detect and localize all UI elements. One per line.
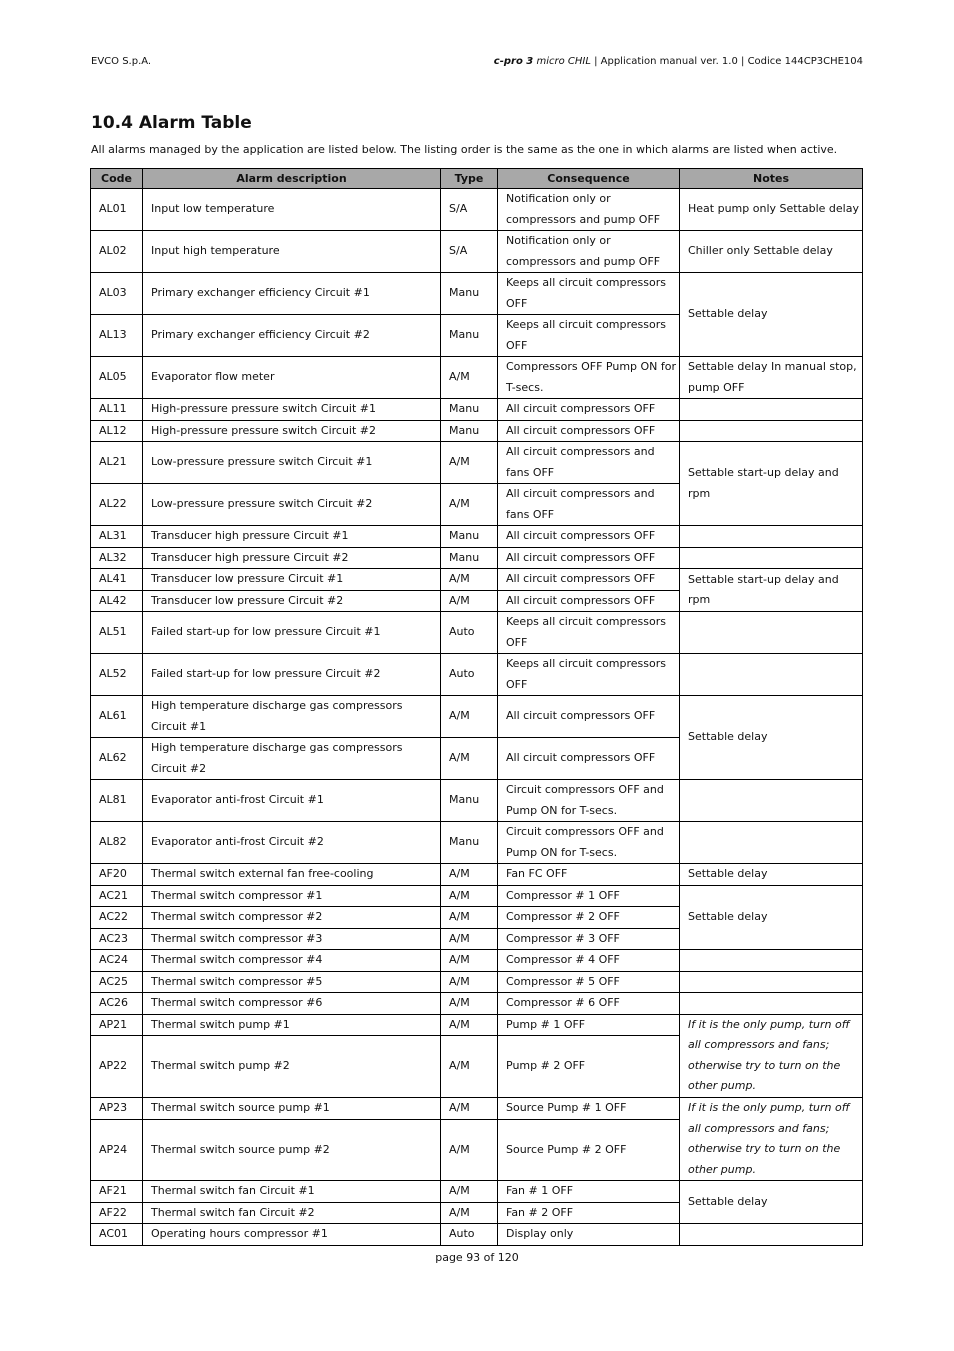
table-row	[91, 822, 863, 864]
alarm-description: High-pressure pressure switch Circuit #1	[143, 399, 441, 421]
alarm-type: A/M	[441, 1181, 498, 1203]
alarm-consequence: All circuit compressors OFF	[498, 696, 680, 738]
alarm-code: AL31	[91, 526, 143, 548]
table-row	[91, 526, 863, 548]
alarm-code: AL05	[91, 357, 143, 399]
alarm-consequence: Fan # 1 OFF	[498, 1181, 680, 1203]
alarm-type: S/A	[441, 231, 498, 273]
alarm-notes: If it is the only pump, turn off all compressors and fans; otherwise try to turn on the other pump.	[680, 1098, 863, 1181]
alarm-notes: Heat pump only Settable delay	[680, 189, 863, 231]
alarm-consequence: Keeps all circuit compressors OFF	[498, 654, 680, 696]
alarm-description: Failed start-up for low pressure Circuit #2	[143, 654, 441, 696]
alarm-code: AL61	[91, 696, 143, 738]
alarm-type: Manu	[441, 420, 498, 442]
alarm-description: Low-pressure pressure switch Circuit #1	[143, 442, 441, 484]
alarm-notes: Settable start-up delay and rpm	[680, 569, 863, 612]
header-notes: Notes	[680, 169, 863, 189]
alarm-description: High temperature discharge gas compressors Circuit #2	[143, 738, 441, 780]
alarm-consequence: All circuit compressors OFF	[498, 738, 680, 780]
alarm-code: AF21	[91, 1181, 143, 1203]
alarm-code: AL02	[91, 231, 143, 273]
table-row	[91, 993, 863, 1015]
table-row	[91, 1181, 863, 1203]
alarm-description: Thermal switch pump #2	[143, 1036, 441, 1098]
alarm-consequence: Pump # 1 OFF	[498, 1014, 680, 1036]
alarm-description: Thermal switch fan Circuit #1	[143, 1181, 441, 1203]
table-row	[91, 780, 863, 822]
alarm-code: AP24	[91, 1119, 143, 1180]
header-code: Code	[91, 169, 143, 189]
alarm-code: AC23	[91, 928, 143, 950]
alarm-notes	[680, 971, 863, 993]
table-row	[91, 864, 863, 886]
alarm-consequence: Compressor # 6 OFF	[498, 993, 680, 1015]
alarm-code: AC21	[91, 885, 143, 907]
alarm-notes	[680, 993, 863, 1015]
alarm-type: A/M	[441, 864, 498, 886]
alarm-code: AL62	[91, 738, 143, 780]
alarm-description: Thermal switch compressor #6	[143, 993, 441, 1015]
alarm-code: AL41	[91, 569, 143, 591]
alarm-type: Manu	[441, 315, 498, 357]
alarm-type: Manu	[441, 526, 498, 548]
alarm-consequence: All circuit compressors OFF	[498, 526, 680, 548]
alarm-consequence: Compressor # 3 OFF	[498, 928, 680, 950]
alarm-code: AL81	[91, 780, 143, 822]
alarm-code: AP21	[91, 1014, 143, 1036]
alarm-description: Transducer high pressure Circuit #2	[143, 547, 441, 569]
alarm-notes: Settable start-up delay and rpm	[680, 442, 863, 526]
alarm-code: AC01	[91, 1224, 143, 1246]
alarm-description: Evaporator flow meter	[143, 357, 441, 399]
alarm-description: Failed start-up for low pressure Circuit #1	[143, 612, 441, 654]
table-row	[91, 231, 863, 273]
table-row	[91, 399, 863, 421]
company-name: EVCO S.p.A.	[91, 56, 152, 67]
alarm-code: AL01	[91, 189, 143, 231]
alarm-description: Input low temperature	[143, 189, 441, 231]
alarm-consequence: Compressor # 2 OFF	[498, 907, 680, 929]
alarm-consequence: Fan FC OFF	[498, 864, 680, 886]
alarm-code: AC25	[91, 971, 143, 993]
alarm-code: AP23	[91, 1098, 143, 1120]
alarm-consequence: All circuit compressors OFF	[498, 399, 680, 421]
alarm-consequence: Circuit compressors OFF and Pump ON for T-secs.	[498, 780, 680, 822]
alarm-type: A/M	[441, 1036, 498, 1098]
alarm-consequence: Pump # 2 OFF	[498, 1036, 680, 1098]
alarm-type: A/M	[441, 738, 498, 780]
header-type: Type	[441, 169, 498, 189]
alarm-notes	[680, 399, 863, 421]
alarm-description: Evaporator anti-frost Circuit #1	[143, 780, 441, 822]
table-row	[91, 696, 863, 738]
alarm-type: A/M	[441, 993, 498, 1015]
alarm-consequence: All circuit compressors and fans OFF	[498, 484, 680, 526]
table-row	[91, 569, 863, 591]
alarm-notes	[680, 950, 863, 972]
header-consequence: Consequence	[498, 169, 680, 189]
alarm-code: AL13	[91, 315, 143, 357]
alarm-consequence: All circuit compressors OFF	[498, 590, 680, 612]
alarm-notes: Chiller only Settable delay	[680, 231, 863, 273]
alarm-notes: Settable delay	[680, 885, 863, 950]
alarm-consequence: Notification only or compressors and pump OFF	[498, 231, 680, 273]
alarm-code: AL51	[91, 612, 143, 654]
alarm-type: A/M	[441, 696, 498, 738]
alarm-description: Input high temperature	[143, 231, 441, 273]
alarm-type: A/M	[441, 971, 498, 993]
alarm-type: A/M	[441, 928, 498, 950]
alarm-type: A/M	[441, 484, 498, 526]
alarm-notes	[680, 612, 863, 654]
alarm-code: AP22	[91, 1036, 143, 1098]
alarm-type: Manu	[441, 273, 498, 315]
alarm-consequence: Compressor # 4 OFF	[498, 950, 680, 972]
alarm-type: A/M	[441, 1202, 498, 1224]
alarm-consequence: Fan # 2 OFF	[498, 1202, 680, 1224]
page-number: page 93 of 120	[435, 1251, 519, 1264]
alarm-notes: If it is the only pump, turn off all compressors and fans; otherwise try to turn on the other pump.	[680, 1014, 863, 1098]
alarm-table	[90, 168, 863, 1246]
alarm-notes	[680, 526, 863, 548]
alarm-type: Auto	[441, 654, 498, 696]
table-row	[91, 885, 863, 907]
table-header-row	[91, 169, 863, 189]
alarm-code: AC26	[91, 993, 143, 1015]
alarm-notes	[680, 780, 863, 822]
alarm-code: AL11	[91, 399, 143, 421]
alarm-notes	[680, 420, 863, 442]
alarm-description: Thermal switch compressor #2	[143, 907, 441, 929]
product-name-italic: micro CHIL	[536, 56, 591, 67]
alarm-type: Manu	[441, 547, 498, 569]
alarm-type: Auto	[441, 1224, 498, 1246]
alarm-notes: Settable delay In manual stop, pump OFF	[680, 357, 863, 399]
alarm-description: Primary exchanger efficiency Circuit #1	[143, 273, 441, 315]
intro-text: All alarms managed by the application are listed below. The listing order is the same as the one in which alarms are listed when active.	[91, 143, 838, 156]
alarm-notes: Settable delay	[680, 696, 863, 780]
alarm-consequence: Circuit compressors OFF and Pump ON for T-secs.	[498, 822, 680, 864]
alarm-type: A/M	[441, 357, 498, 399]
alarm-consequence: Compressors OFF Pump ON for T-secs.	[498, 357, 680, 399]
alarm-notes	[680, 547, 863, 569]
table-row	[91, 357, 863, 399]
alarm-description: Low-pressure pressure switch Circuit #2	[143, 484, 441, 526]
alarm-consequence: Source Pump # 1 OFF	[498, 1098, 680, 1120]
alarm-description: Transducer high pressure Circuit #1	[143, 526, 441, 548]
alarm-notes	[680, 1224, 863, 1246]
table-row	[91, 189, 863, 231]
alarm-code: AL21	[91, 442, 143, 484]
alarm-notes	[680, 654, 863, 696]
alarm-description: Primary exchanger efficiency Circuit #2	[143, 315, 441, 357]
alarm-description: Evaporator anti-frost Circuit #2	[143, 822, 441, 864]
alarm-description: Thermal switch external fan free-cooling	[143, 864, 441, 886]
header-description: Alarm description	[143, 169, 441, 189]
alarm-description: Thermal switch compressor #4	[143, 950, 441, 972]
alarm-description: High temperature discharge gas compressors Circuit #1	[143, 696, 441, 738]
alarm-code: AL52	[91, 654, 143, 696]
alarm-code: AL12	[91, 420, 143, 442]
manual-info: | Application manual ver. 1.0 | Codice 144CP3CHE104	[590, 56, 863, 67]
alarm-type: A/M	[441, 569, 498, 591]
table-row	[91, 273, 863, 315]
alarm-type: A/M	[441, 907, 498, 929]
alarm-code: AL22	[91, 484, 143, 526]
alarm-description: Thermal switch source pump #2	[143, 1119, 441, 1180]
table-row	[91, 654, 863, 696]
alarm-consequence: Compressor # 5 OFF	[498, 971, 680, 993]
alarm-consequence: Display only	[498, 1224, 680, 1246]
alarm-consequence: All circuit compressors and fans OFF	[498, 442, 680, 484]
alarm-notes: Settable delay	[680, 1181, 863, 1224]
table-row	[91, 1098, 863, 1120]
alarm-table-body	[91, 189, 863, 1246]
alarm-consequence: Keeps all circuit compressors OFF	[498, 315, 680, 357]
table-row	[91, 1014, 863, 1036]
table-row	[91, 971, 863, 993]
alarm-consequence: Keeps all circuit compressors OFF	[498, 273, 680, 315]
table-row	[91, 612, 863, 654]
alarm-type: Auto	[441, 612, 498, 654]
alarm-consequence: Compressor # 1 OFF	[498, 885, 680, 907]
alarm-description: Thermal switch compressor #3	[143, 928, 441, 950]
section-title: 10.4 Alarm Table	[91, 113, 252, 133]
alarm-type: A/M	[441, 1098, 498, 1120]
alarm-description: Thermal switch pump #1	[143, 1014, 441, 1036]
alarm-type: A/M	[441, 885, 498, 907]
alarm-notes	[680, 822, 863, 864]
alarm-code: AL42	[91, 590, 143, 612]
alarm-type: Manu	[441, 399, 498, 421]
alarm-type: Manu	[441, 780, 498, 822]
alarm-type: A/M	[441, 1014, 498, 1036]
alarm-code: AC22	[91, 907, 143, 929]
alarm-code: AL03	[91, 273, 143, 315]
table-row	[91, 1224, 863, 1246]
alarm-description: Thermal switch compressor #5	[143, 971, 441, 993]
alarm-code: AL32	[91, 547, 143, 569]
alarm-consequence: All circuit compressors OFF	[498, 547, 680, 569]
alarm-description: Transducer low pressure Circuit #1	[143, 569, 441, 591]
alarm-type: A/M	[441, 442, 498, 484]
table-row	[91, 442, 863, 484]
table-row	[91, 420, 863, 442]
alarm-consequence: Notification only or compressors and pump OFF	[498, 189, 680, 231]
alarm-consequence: All circuit compressors OFF	[498, 420, 680, 442]
product-name-bold: c-pro 3	[493, 56, 534, 67]
alarm-type: S/A	[441, 189, 498, 231]
alarm-notes: Settable delay	[680, 864, 863, 886]
alarm-type: A/M	[441, 590, 498, 612]
alarm-code: AF20	[91, 864, 143, 886]
table-row	[91, 547, 863, 569]
alarm-consequence: All circuit compressors OFF	[498, 569, 680, 591]
alarm-code: AL82	[91, 822, 143, 864]
alarm-description: Operating hours compressor #1	[143, 1224, 441, 1246]
alarm-type: A/M	[441, 1119, 498, 1180]
alarm-type: Manu	[441, 822, 498, 864]
alarm-description: Thermal switch fan Circuit #2	[143, 1202, 441, 1224]
alarm-code: AF22	[91, 1202, 143, 1224]
alarm-consequence: Keeps all circuit compressors OFF	[498, 612, 680, 654]
alarm-code: AC24	[91, 950, 143, 972]
alarm-description: Transducer low pressure Circuit #2	[143, 590, 441, 612]
alarm-consequence: Source Pump # 2 OFF	[498, 1119, 680, 1180]
manual-header	[494, 56, 863, 67]
alarm-type: A/M	[441, 950, 498, 972]
alarm-notes: Settable delay	[680, 273, 863, 357]
alarm-description: High-pressure pressure switch Circuit #2	[143, 420, 441, 442]
alarm-description: Thermal switch compressor #1	[143, 885, 441, 907]
alarm-description: Thermal switch source pump #1	[143, 1098, 441, 1120]
table-row	[91, 950, 863, 972]
